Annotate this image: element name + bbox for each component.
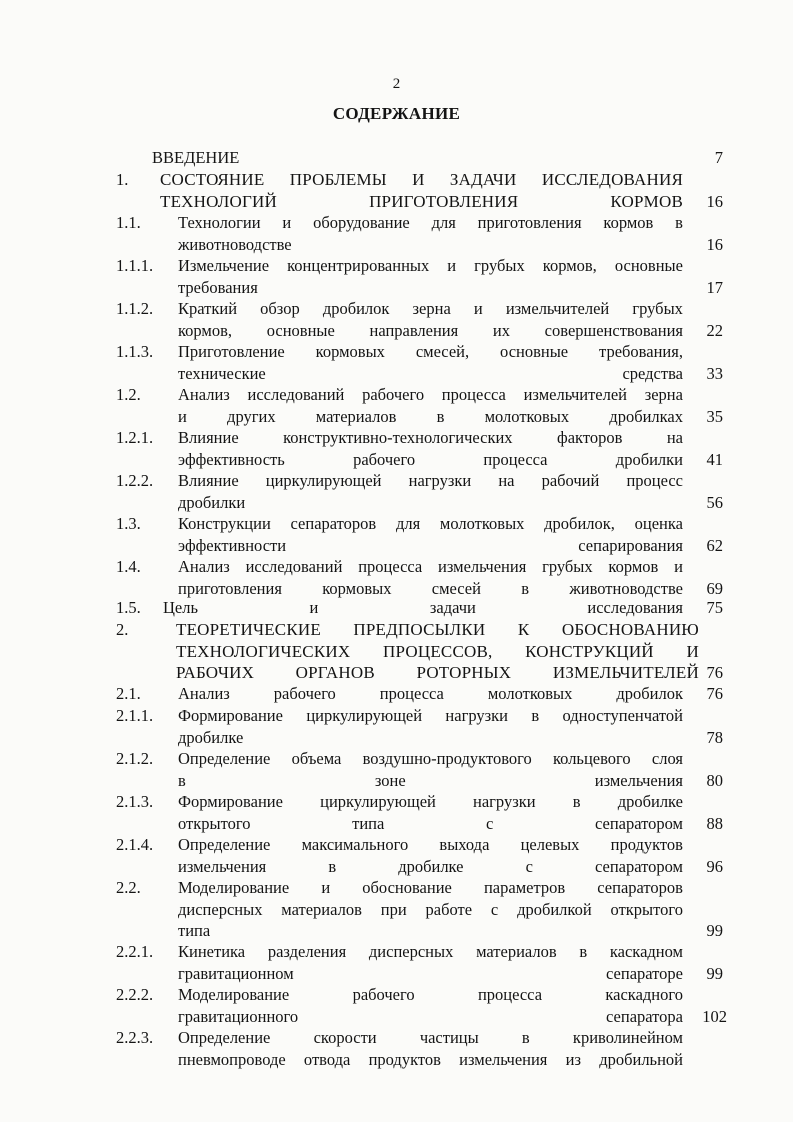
- toc-entry: [0, 834, 793, 877]
- toc-entry-line: Влияние циркулирующей нагрузки на рабочий процесс: [178, 471, 683, 490]
- toc-entry-title: [178, 470, 683, 513]
- toc-entry-line: Кинетика разделения дисперсных материалов в каскадном: [178, 942, 683, 961]
- toc-entry-title: [178, 513, 683, 556]
- toc-entry: [0, 556, 793, 599]
- toc-entry-title: [178, 834, 683, 877]
- toc-entry: [0, 1027, 793, 1070]
- toc-entry-title: [178, 556, 683, 599]
- toc-entry-title: [163, 597, 683, 619]
- toc-entry: [0, 212, 793, 255]
- toc-entry-title: [178, 941, 683, 984]
- toc-entry-title: [160, 169, 683, 212]
- toc-entry: [0, 427, 793, 470]
- toc-entry: [0, 705, 793, 748]
- toc-entry-title: [176, 619, 699, 684]
- toc-entry-title: [178, 683, 683, 705]
- toc-entry-page: 16: [706, 191, 723, 211]
- toc-entry: [0, 298, 793, 341]
- toc-entry-line: гравитационного сепаратора: [178, 1006, 683, 1026]
- toc-entry-title: [178, 705, 683, 748]
- toc-entry-line: технические средства: [178, 363, 683, 383]
- toc-entry-title: [178, 255, 683, 298]
- toc-entry-line: Цель и задачи исследования: [163, 598, 683, 617]
- toc-entry-number: 2.1.4.: [116, 835, 154, 854]
- toc-entry-title: [178, 1027, 683, 1070]
- toc-entry: [0, 984, 793, 1027]
- toc-entry-title: [178, 791, 683, 834]
- toc-entry-line: Определение объема воздушно-продуктового кольцевого слоя: [178, 749, 683, 768]
- toc-entry-line: Анализ рабочего процесса молотковых дробилок: [178, 684, 683, 703]
- toc-entry: [0, 619, 793, 684]
- toc-entry: [0, 597, 793, 619]
- toc-entry: [0, 169, 793, 212]
- toc-entry-number: 2.: [116, 620, 129, 639]
- toc-entry-page: 33: [706, 363, 723, 383]
- toc-entry-title: [178, 384, 683, 427]
- toc-entry-line: измельчения в дробилке с сепаратором: [178, 856, 683, 876]
- page-number: 2: [392, 76, 401, 92]
- toc-entry-line: эффективность рабочего процесса дробилки: [178, 449, 683, 469]
- toc-entry-page: 75: [706, 598, 723, 617]
- toc-entry-line: Влияние конструктивно-технологических факторов на: [178, 428, 683, 447]
- toc-entry-line: ТЕХНОЛОГИЙ ПРИГОТОВЛЕНИЯ КОРМОВ: [160, 191, 683, 211]
- toc-entry-line: животноводстве: [178, 234, 292, 254]
- toc-entry-page: 35: [706, 406, 723, 426]
- toc-entry-line: ВВЕДЕНИЕ: [152, 148, 240, 167]
- toc-entry-number: 2.1.1.: [116, 706, 154, 725]
- toc-entry-title: [178, 984, 683, 1027]
- toc-entry-line: Краткий обзор дробилок зерна и измельчителей грубых: [178, 299, 683, 318]
- toc-entry-line: кормов, основные направления их совершенствования: [178, 320, 683, 340]
- toc-entry-number: 2.1.3.: [116, 792, 154, 811]
- toc-entry-number: 1.1.3.: [116, 342, 154, 361]
- toc-entry-number: 1.1.2.: [116, 299, 154, 318]
- toc-entry-title: [178, 341, 683, 384]
- toc-entry-page: 56: [706, 492, 723, 512]
- toc-entry-page: 16: [706, 234, 723, 254]
- toc-entry-line: Конструкции сепараторов для молотковых дробилок, оценка: [178, 514, 683, 533]
- toc-entry-line: РАБОЧИХ ОРГАНОВ РОТОРНЫХ ИЗМЕЛЬЧИТЕЛЕЙ: [176, 663, 699, 682]
- toc-entry-line: ТЕХНОЛОГИЧЕСКИХ ПРОЦЕССОВ, КОНСТРУКЦИЙ И: [176, 641, 699, 661]
- toc-entry-number: 2.1.2.: [116, 749, 154, 768]
- toc-entry: [0, 877, 793, 942]
- toc-entry-page: 76: [706, 663, 723, 682]
- toc-entry-line: гравитационном сепараторе: [178, 963, 683, 983]
- toc-entry-title: [178, 298, 683, 341]
- toc-entry-number: 1.1.: [116, 213, 141, 232]
- toc-entry-line: дробилки: [178, 492, 246, 512]
- toc-entry-line: Приготовление кормовых смесей, основные требования,: [178, 342, 683, 361]
- toc-entry-page: 7: [714, 148, 723, 167]
- toc-entry-line: в зоне измельчения: [178, 770, 683, 790]
- toc-entry-page: 99: [706, 963, 723, 983]
- toc-entry-line: Анализ исследований процесса измельчения грубых кормов и: [178, 557, 683, 576]
- toc-entry-page: 41: [706, 449, 723, 469]
- toc-entry-line: эффективности сепарирования: [178, 535, 683, 555]
- toc-entry-line: дробилке: [178, 727, 244, 747]
- toc-entry-title: [152, 147, 452, 169]
- toc-entry-line: Измельчение концентрированных и грубых кормов, основные: [178, 256, 683, 275]
- toc-entry: [0, 384, 793, 427]
- toc-entry-line: и других материалов в молотковых дробилках: [178, 406, 683, 426]
- toc-entry-number: 2.2.2.: [116, 985, 154, 1004]
- toc-entry-line: Формирование циркулирующей нагрузки в дробилке: [178, 792, 683, 811]
- toc-entry-line: Моделирование и обоснование параметров сепараторов: [178, 878, 683, 897]
- toc-entry-line: Определение максимального выхода целевых продуктов: [178, 835, 683, 854]
- toc-entry-title: [178, 877, 683, 942]
- toc-entry-line: Анализ исследований рабочего процесса измельчителей зерна: [178, 385, 683, 404]
- toc-entry-title: [178, 748, 683, 791]
- toc-entry: [0, 791, 793, 834]
- toc-entry-line: Формирование циркулирующей нагрузки в одноступенчатой: [178, 706, 683, 725]
- toc-entry-page: 22: [706, 320, 723, 340]
- toc-entry-line: приготовления кормовых смесей в животноводстве: [178, 578, 683, 598]
- toc-entry-number: 2.2.3.: [116, 1028, 154, 1047]
- toc-entry-line: Определение скорости частицы в криволинейном: [178, 1028, 683, 1047]
- toc-entry-number: 1.1.1.: [116, 256, 154, 275]
- toc-entry: [0, 341, 793, 384]
- toc-entry-number: 2.2.: [116, 878, 141, 897]
- toc-entry-line: типа: [178, 921, 211, 940]
- toc-entry-page: 17: [706, 277, 723, 297]
- toc-entry-number: 1.2.1.: [116, 428, 154, 447]
- toc-entry-number: 1.4.: [116, 557, 141, 576]
- toc-entry-page: 99: [706, 921, 723, 940]
- toc-entry-number: 1.2.2.: [116, 471, 154, 490]
- toc-entry-page: 80: [706, 770, 723, 790]
- toc-entry: [0, 470, 793, 513]
- toc-entry-page: 69: [706, 578, 723, 598]
- toc-entry: [0, 683, 793, 705]
- toc-entry-page: 88: [706, 813, 723, 833]
- toc-entry: [0, 941, 793, 984]
- toc-entry-line: Технологии и оборудование для приготовления кормов в: [178, 213, 683, 232]
- toc-entry-number: 1.2.: [116, 385, 141, 404]
- toc-entry-line: требования: [178, 277, 258, 297]
- toc-entry-number: 2.2.1.: [116, 942, 154, 961]
- toc-entry: [0, 748, 793, 791]
- toc-entry-number: 2.1.: [116, 684, 141, 703]
- toc-entry-number: 1.5.: [116, 598, 141, 617]
- page-title: СОДЕРЖАНИЕ: [332, 104, 461, 123]
- toc-entry-line: пневмопроводе отвода продуктов измельчения из дробильной: [178, 1049, 683, 1069]
- toc-entry: [0, 513, 793, 556]
- toc-entry-line: ТЕОРЕТИЧЕСКИЕ ПРЕДПОСЫЛКИ К ОБОСНОВАНИЮ: [176, 620, 699, 639]
- toc-entry: [0, 147, 793, 169]
- toc-entry-line: СОСТОЯНИЕ ПРОБЛЕМЫ И ЗАДАЧИ ИССЛЕДОВАНИЯ: [160, 170, 683, 189]
- toc-entry-page: 96: [706, 856, 723, 876]
- toc-entry: [0, 255, 793, 298]
- toc-entry-line: открытого типа с сепаратором: [178, 813, 683, 833]
- toc-entry-number: 1.: [116, 170, 129, 189]
- toc-entry-title: [178, 212, 683, 255]
- toc-entry-page: 102: [702, 1006, 727, 1026]
- toc-entry-line: Моделирование рабочего процесса каскадного: [178, 985, 683, 1004]
- toc-entry-title: [178, 427, 683, 470]
- toc-entry-line: дисперсных материалов при работе с дробилкой открытого: [178, 899, 683, 919]
- toc-entry-page: 76: [706, 684, 723, 703]
- toc-entry-page: 78: [706, 727, 723, 747]
- toc-entry-number: 1.3.: [116, 514, 141, 533]
- toc-entry-page: 62: [706, 535, 723, 555]
